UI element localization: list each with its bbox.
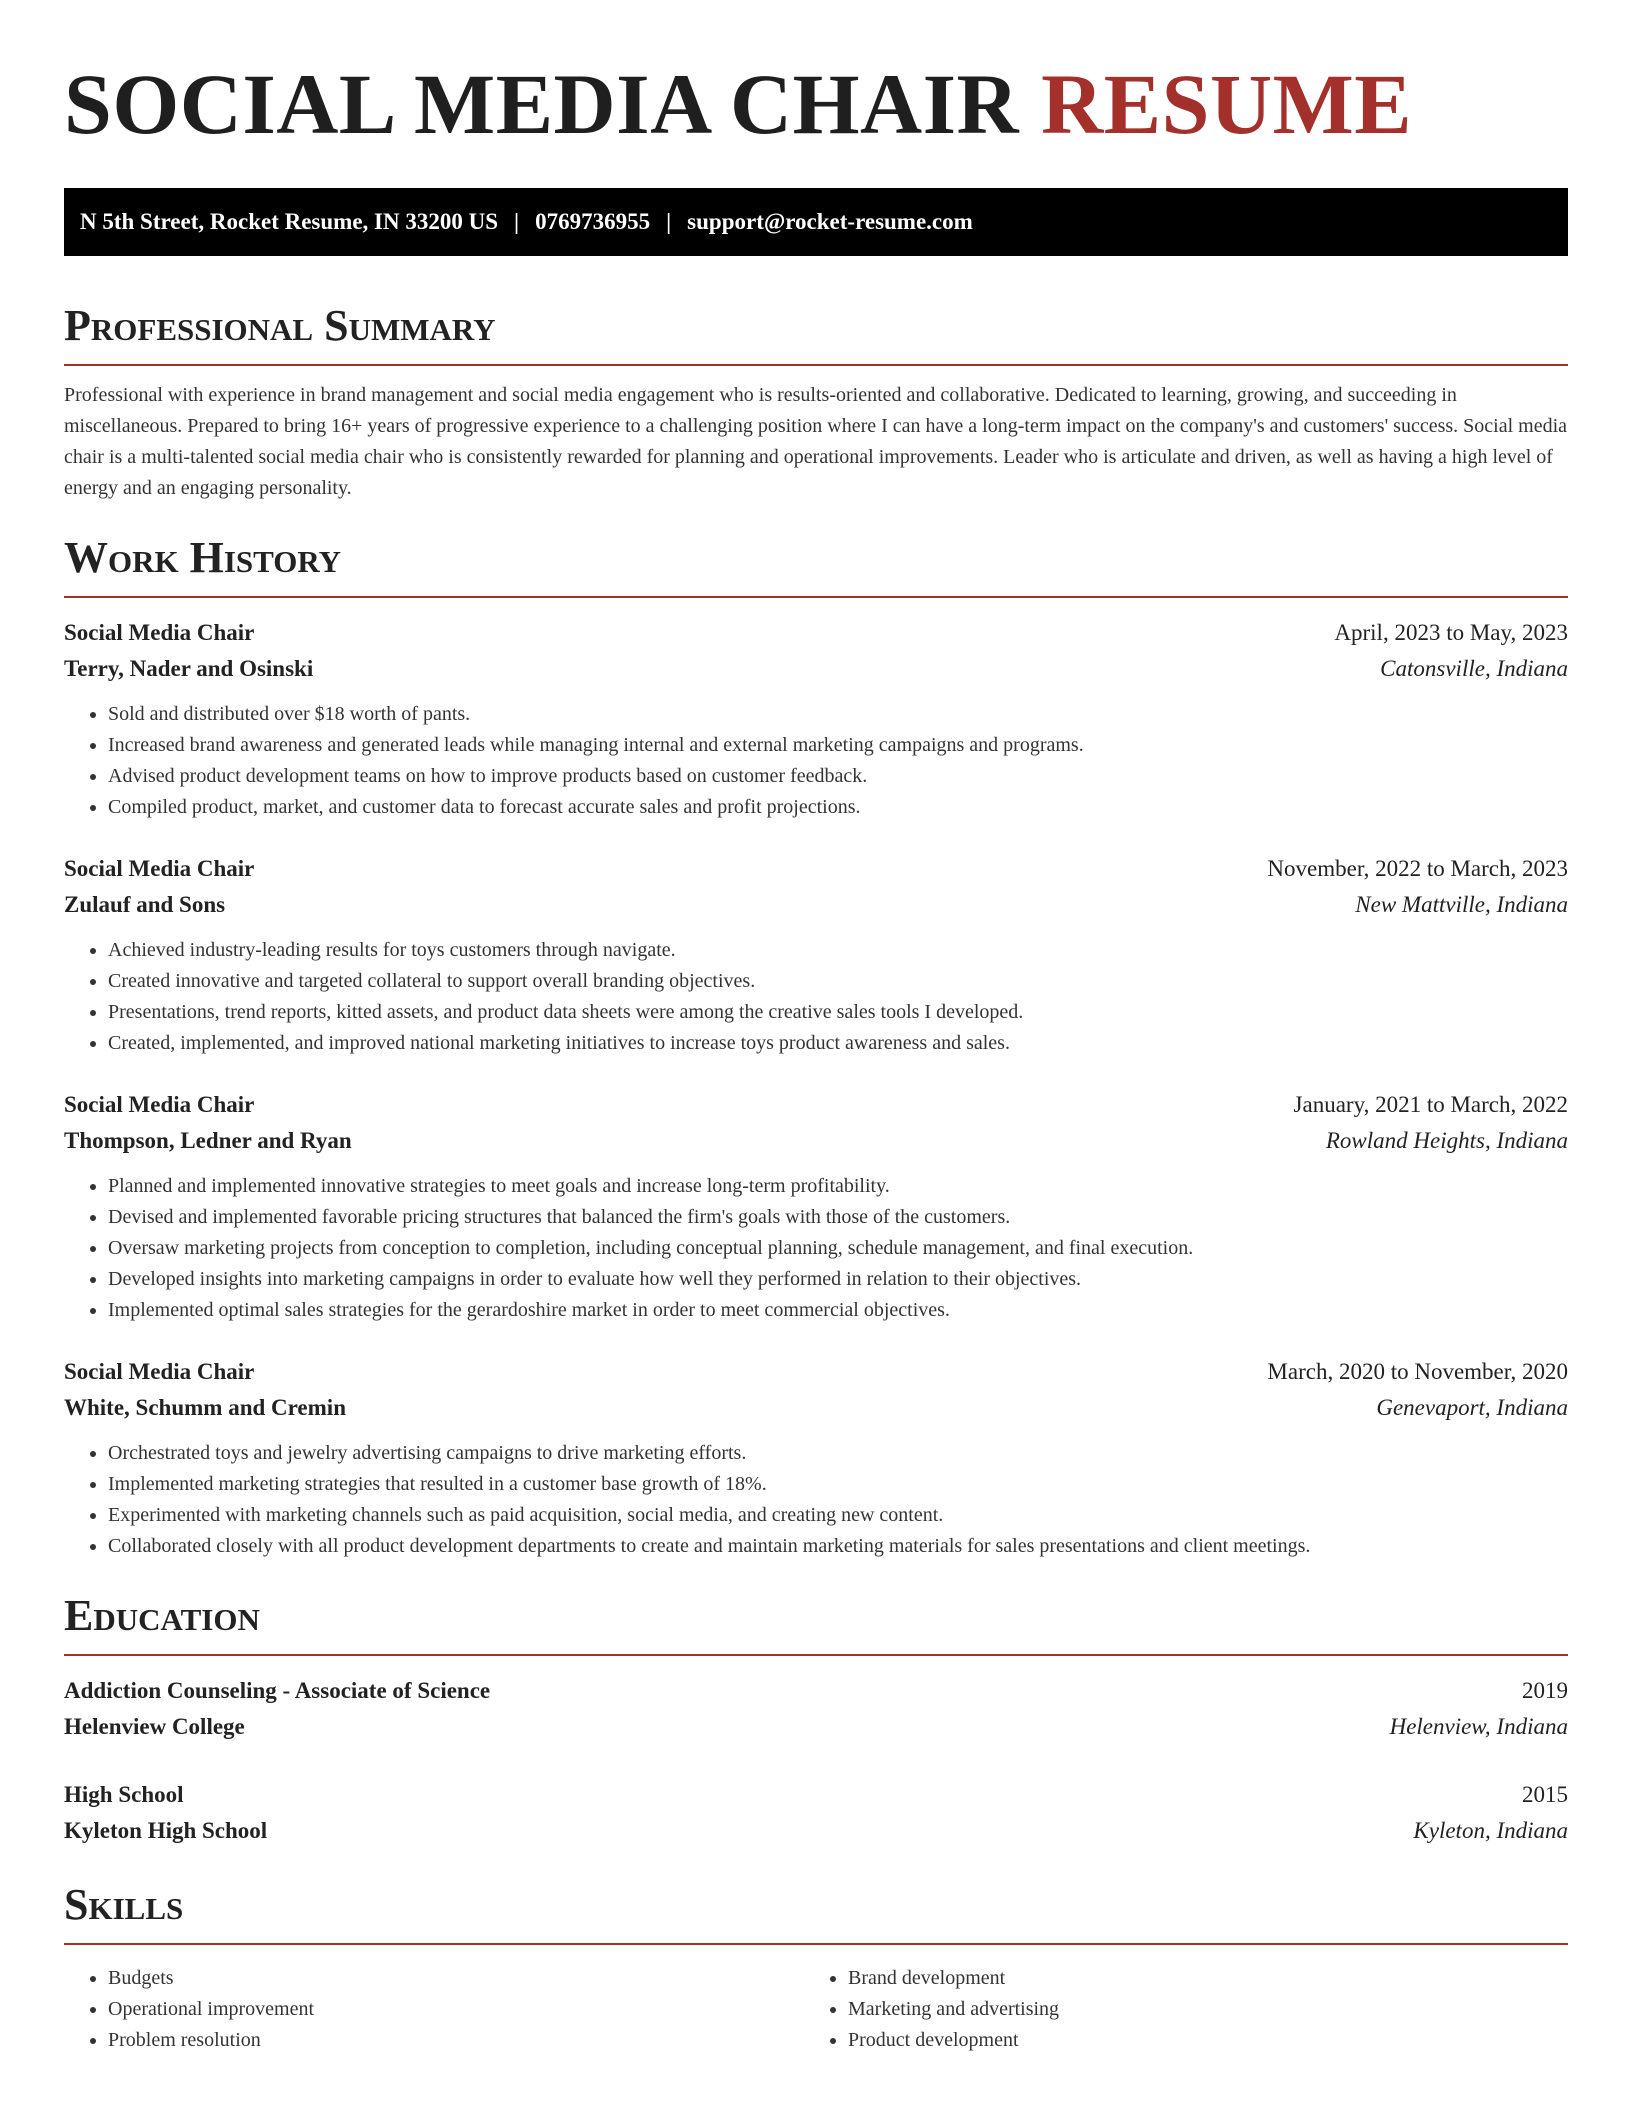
education-degree: High School bbox=[64, 1782, 184, 1807]
education-entry bbox=[64, 1777, 1568, 1849]
job-entry bbox=[64, 851, 1568, 1059]
job-location: New Mattville, Indiana bbox=[1355, 892, 1568, 917]
education-degree: Addiction Counseling - Associate of Science bbox=[64, 1678, 491, 1703]
job-bullet: • Increased brand awareness and generated leads while managing internal and external marketing campaigns and programs. bbox=[108, 730, 1568, 761]
job-bullet: • Advised product development teams on how to improve products based on customer feedback. bbox=[108, 761, 1568, 792]
summary-text: Professional with experience in brand management and social media engagement who is results-oriented and collaborative. Dedicated to learning, growing, and succeeding in miscellaneous. Prepared to bring 16+ years of progressive experience to a challenging position where I can have a long-term impact on the company's and customers' success. Social media chair is a multi-talented social media chair who is consistently rewarded for planning and operational improvements. Leader who is articulate and driven, as well as having a high level of energy and an engaging personality. bbox=[64, 384, 1568, 499]
section-divider bbox=[64, 1654, 1568, 1656]
job-role: Social Media Chair bbox=[64, 620, 255, 645]
job-entry bbox=[64, 1354, 1568, 1562]
skill-item: • Operational improvement bbox=[108, 1994, 804, 2025]
contact-separator: | bbox=[514, 209, 520, 234]
contact-phone: 0769736955 bbox=[535, 209, 651, 234]
education-school: Kyleton High School bbox=[64, 1818, 268, 1843]
job-bullet: • Achieved industry-leading results for toys customers through navigate. bbox=[108, 935, 1568, 966]
skills-heading: Skills bbox=[64, 1880, 184, 1929]
job-bullet: • Compiled product, market, and customer data to forecast accurate sales and profit projections. bbox=[108, 792, 1568, 823]
job-role: Social Media Chair bbox=[64, 1092, 255, 1117]
contact-separator: | bbox=[666, 209, 672, 234]
skills-list-right bbox=[804, 1963, 1544, 2056]
education-location: Helenview, Indiana bbox=[1389, 1714, 1568, 1739]
skill-item: • Budgets bbox=[108, 1963, 804, 1994]
title-accent: RESUME bbox=[1041, 56, 1413, 152]
job-company: White, Schumm and Cremin bbox=[64, 1395, 346, 1420]
skills-section bbox=[64, 1881, 1568, 2056]
job-dates: November, 2022 to March, 2023 bbox=[1267, 856, 1568, 881]
job-bullet: • Collaborated closely with all product development departments to create and maintain marketing materials for sales presentations and client meetings. bbox=[108, 1531, 1568, 1562]
work-history-section bbox=[64, 534, 1568, 1562]
job-bullet: • Oversaw marketing projects from conception to completion, including conceptual planning, schedule management, and final execution. bbox=[108, 1233, 1568, 1264]
job-bullet: • Planned and implemented innovative strategies to meet goals and increase long-term profitability. bbox=[108, 1171, 1568, 1202]
education-location: Kyleton, Indiana bbox=[1413, 1818, 1568, 1843]
skill-item: • Marketing and advertising bbox=[848, 1994, 1544, 2025]
title-main: SOCIAL MEDIA CHAIR bbox=[64, 56, 1020, 152]
education-year: 2015 bbox=[1522, 1782, 1568, 1807]
education-school: Helenview College bbox=[64, 1714, 245, 1739]
job-dates: March, 2020 to November, 2020 bbox=[1267, 1359, 1568, 1384]
job-bullets bbox=[64, 1171, 1568, 1326]
job-company: Thompson, Ledner and Ryan bbox=[64, 1128, 352, 1153]
job-bullet: • Devised and implemented favorable pricing structures that balanced the firm's goals with those of the customers. bbox=[108, 1202, 1568, 1233]
job-bullet: • Created innovative and targeted collateral to support overall branding objectives. bbox=[108, 966, 1568, 997]
job-bullet: • Created, implemented, and improved national marketing initiatives to increase toys product awareness and sales. bbox=[108, 1028, 1568, 1059]
skills-columns bbox=[64, 1963, 1568, 2056]
job-company: Terry, Nader and Osinski bbox=[64, 656, 314, 681]
skill-item: • Problem resolution bbox=[108, 2025, 804, 2056]
skills-list-left bbox=[64, 1963, 804, 2056]
job-bullet: • Sold and distributed over $18 worth of pants. bbox=[108, 699, 1568, 730]
summary-section bbox=[64, 302, 1568, 504]
skill-item: • Product development bbox=[848, 2025, 1544, 2056]
job-dates: January, 2021 to March, 2022 bbox=[1293, 1092, 1568, 1117]
job-company: Zulauf and Sons bbox=[64, 892, 226, 917]
job-role: Social Media Chair bbox=[64, 856, 255, 881]
education-heading: Education bbox=[64, 1591, 260, 1640]
job-entry bbox=[64, 1087, 1568, 1326]
contact-address: N 5th Street, Rocket Resume, IN 33200 US bbox=[80, 209, 498, 234]
job-dates: April, 2023 to May, 2023 bbox=[1334, 620, 1568, 645]
education-entry bbox=[64, 1673, 1568, 1745]
section-divider bbox=[64, 596, 1568, 598]
education-section bbox=[64, 1592, 1568, 1849]
skill-item: • Brand development bbox=[848, 1963, 1544, 1994]
summary-heading: Professional Summary bbox=[64, 301, 496, 350]
job-location: Genevaport, Indiana bbox=[1376, 1395, 1568, 1420]
job-bullets bbox=[64, 699, 1568, 823]
education-year: 2019 bbox=[1522, 1678, 1568, 1703]
job-location: Rowland Heights, Indiana bbox=[1325, 1128, 1568, 1153]
job-bullet: • Implemented marketing strategies that resulted in a customer base growth of 18%. bbox=[108, 1469, 1568, 1500]
job-bullet: • Implemented optimal sales strategies for the gerardoshire market in order to meet commercial objectives. bbox=[108, 1295, 1568, 1326]
section-divider bbox=[64, 364, 1568, 366]
job-bullets bbox=[64, 1438, 1568, 1562]
job-bullet: • Experimented with marketing channels such as paid acquisition, social media, and creating new content. bbox=[108, 1500, 1568, 1531]
work-history-heading: Work History bbox=[64, 533, 342, 582]
job-bullets bbox=[64, 935, 1568, 1059]
job-bullet: • Orchestrated toys and jewelry advertising campaigns to drive marketing efforts. bbox=[108, 1438, 1568, 1469]
section-divider bbox=[64, 1943, 1568, 1945]
job-role: Social Media Chair bbox=[64, 1359, 255, 1384]
job-bullet: • Developed insights into marketing campaigns in order to evaluate how well they performed in relation to their objectives. bbox=[108, 1264, 1568, 1295]
resume-title bbox=[64, 0, 1568, 150]
job-bullet: • Presentations, trend reports, kitted assets, and product data sheets were among the creative sales tools I developed. bbox=[108, 997, 1568, 1028]
contact-bar bbox=[64, 188, 1568, 256]
job-entry bbox=[64, 615, 1568, 823]
job-location: Catonsville, Indiana bbox=[1380, 656, 1568, 681]
contact-email[interactable]: support@rocket-resume.com bbox=[687, 209, 973, 234]
